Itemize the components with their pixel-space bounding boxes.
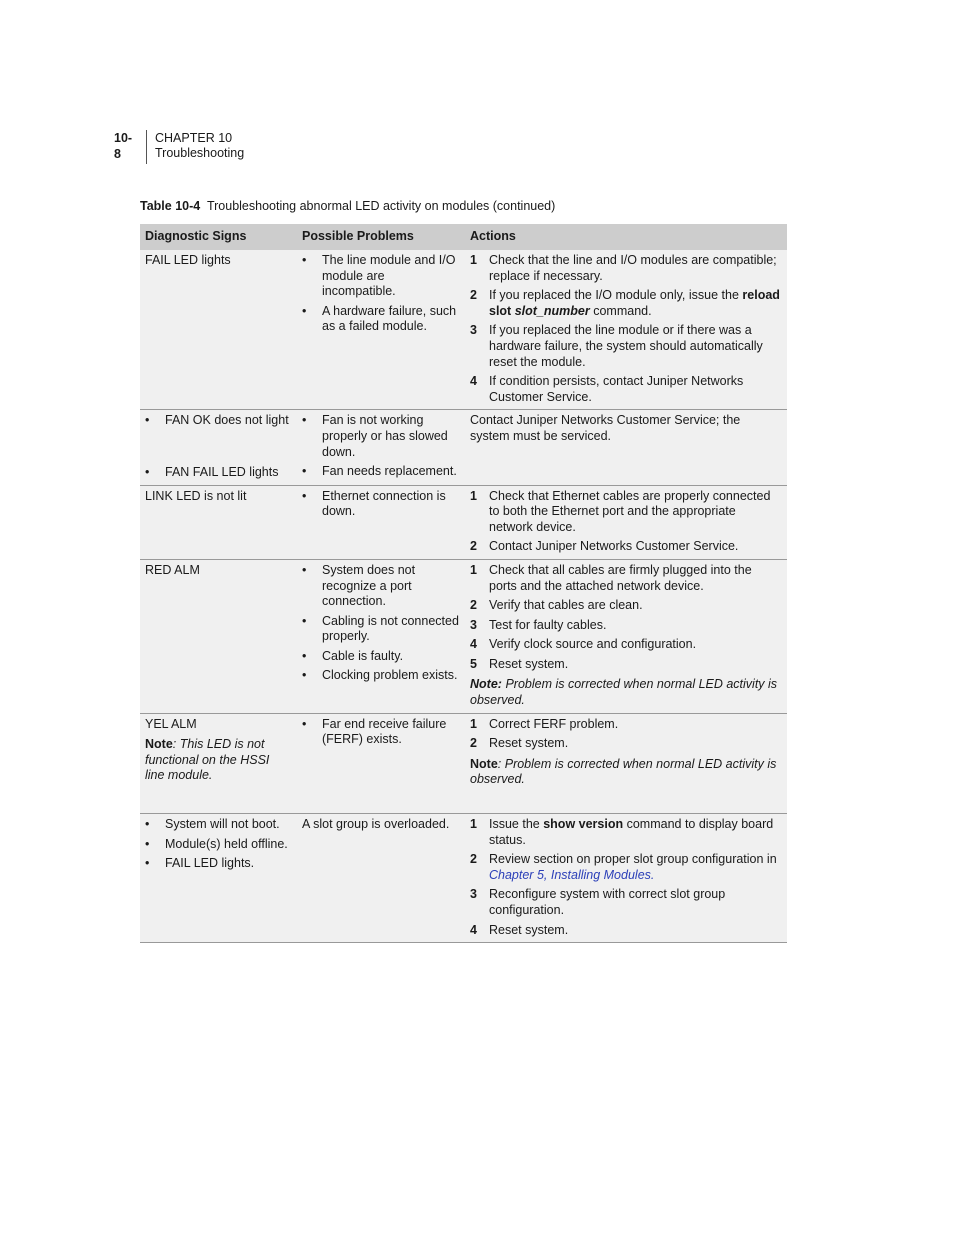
list-item: • FAN FAIL LED lights xyxy=(145,464,279,479)
list-item: • The line module and I/O module are incompatible. xyxy=(302,253,456,299)
possible-problems-cell xyxy=(297,410,465,485)
list-item: • System does not recognize a port connection. xyxy=(302,562,416,609)
possible-problems-cell xyxy=(297,713,465,813)
chapter-label: CHAPTER 10 xyxy=(155,131,233,145)
list-item: 4 If condition persists, contact Juniper Networks Customer Service. xyxy=(470,374,744,404)
table-caption xyxy=(140,199,555,213)
diagnostic-signs-cell xyxy=(140,713,297,813)
diagnostic-signs-cell: FAIL LED lights xyxy=(140,250,297,410)
actions-cell xyxy=(465,485,787,559)
table-row xyxy=(140,485,787,559)
actions-cell: Contact Juniper Networks Customer Service; the system must be serviced. xyxy=(465,410,787,485)
section-label: Troubleshooting xyxy=(155,146,245,160)
list-item: • Fan is not working properly or has slowed down. xyxy=(302,413,448,459)
note: Note: Problem is corrected when normal LED activity is observed. xyxy=(470,677,778,708)
list-item: 2 Verify that cables are clean. xyxy=(470,598,643,613)
table-row xyxy=(140,713,787,813)
list-item: 3 If you replaced the line module or if there was a hardware failure, the system should automatically reset the module. xyxy=(470,323,763,369)
note: Note: Problem is corrected when normal LED activity is observed. xyxy=(470,756,777,787)
command-text: reload slot xyxy=(489,288,780,318)
list-item: • A hardware failure, such as a failed module. xyxy=(302,303,457,334)
note: Note: This LED is not functional on the HSSI line module. xyxy=(145,737,270,783)
table-header-row xyxy=(140,224,787,250)
column-header: Actions xyxy=(465,224,787,250)
possible-problems-cell xyxy=(297,485,465,559)
actions-cell xyxy=(465,713,787,813)
list-item: 2 Contact Juniper Networks Customer Service. xyxy=(470,539,739,554)
list-item: 1 Check that all cables are firmly plugged into the ports and the attached network device. xyxy=(470,562,752,593)
list-item: 1 Check that the line and I/O modules are compatible; replace if necessary. xyxy=(470,253,777,283)
actions-cell xyxy=(465,250,787,410)
column-header: Possible Problems xyxy=(297,224,465,250)
table-caption-text: Troubleshooting abnormal LED activity on modules (continued) xyxy=(206,199,556,213)
possible-problems-cell: A slot group is overloaded. xyxy=(297,814,465,943)
command-text: show version xyxy=(543,817,624,832)
list-item: 1 Check that Ethernet cables are properly connected to both the Ethernet port and the appropriate network device. xyxy=(470,488,771,534)
list-item: 2 Review section on proper slot group configuration in Chapter 5, Installing Modules. xyxy=(470,852,777,882)
actions-cell xyxy=(465,814,787,943)
list-item: 3 Reconfigure system with correct slot group configuration. xyxy=(470,887,726,917)
troubleshooting-table xyxy=(140,224,787,943)
possible-problems-cell xyxy=(297,250,465,410)
column-header: Diagnostic Signs xyxy=(140,224,297,250)
list-item: • Fan needs replacement. xyxy=(302,464,457,479)
list-item: • Clocking problem exists. xyxy=(302,668,458,683)
list-item: 5 Reset system. xyxy=(470,656,569,671)
list-item: • Module(s) held offline. xyxy=(145,836,288,851)
diagnostic-signs-cell xyxy=(140,814,297,943)
list-item: • System will not boot. xyxy=(145,817,280,832)
table-row xyxy=(140,559,787,713)
diagnostic-signs-cell: LINK LED is not lit xyxy=(140,485,297,559)
table-row xyxy=(140,410,787,485)
page-number: 10-8 xyxy=(114,131,133,161)
possible-problems-cell xyxy=(297,559,465,713)
table-row xyxy=(140,250,787,410)
list-item: 2 Reset system. xyxy=(470,736,569,751)
signs-text: YEL ALM xyxy=(145,716,197,731)
diagnostic-signs-cell xyxy=(140,410,297,485)
list-item: • Far end receive failure (FERF) exists. xyxy=(302,716,447,747)
header-divider xyxy=(146,130,147,164)
list-item: 4 Reset system. xyxy=(470,922,569,937)
list-item: 3 Test for faulty cables. xyxy=(470,617,607,632)
list-item: • Cabling is not connected properly. xyxy=(302,613,459,644)
diagnostic-signs-cell: RED ALM xyxy=(140,559,297,713)
list-item: • Ethernet connection is down. xyxy=(302,488,446,519)
chapter-link[interactable]: Chapter 5, Installing Modules. xyxy=(489,867,655,882)
table-caption-label: Table 10-4 xyxy=(140,199,201,213)
list-item: 1 Correct FERF problem. xyxy=(470,716,619,731)
list-item: 4 Verify clock source and configuration. xyxy=(470,637,697,652)
command-argument: slot_number xyxy=(514,303,590,318)
list-item: 2 If you replaced the I/O module only, issue the reload slot slot_number command. xyxy=(470,288,780,318)
table-row xyxy=(140,814,787,943)
list-item: • FAN OK does not light xyxy=(145,413,289,428)
list-item: • FAIL LED lights. xyxy=(145,856,255,871)
list-item: 1 Issue the show version command to display board status. xyxy=(470,817,774,847)
actions-cell xyxy=(465,559,787,713)
list-item: • Cable is faulty. xyxy=(302,648,404,663)
